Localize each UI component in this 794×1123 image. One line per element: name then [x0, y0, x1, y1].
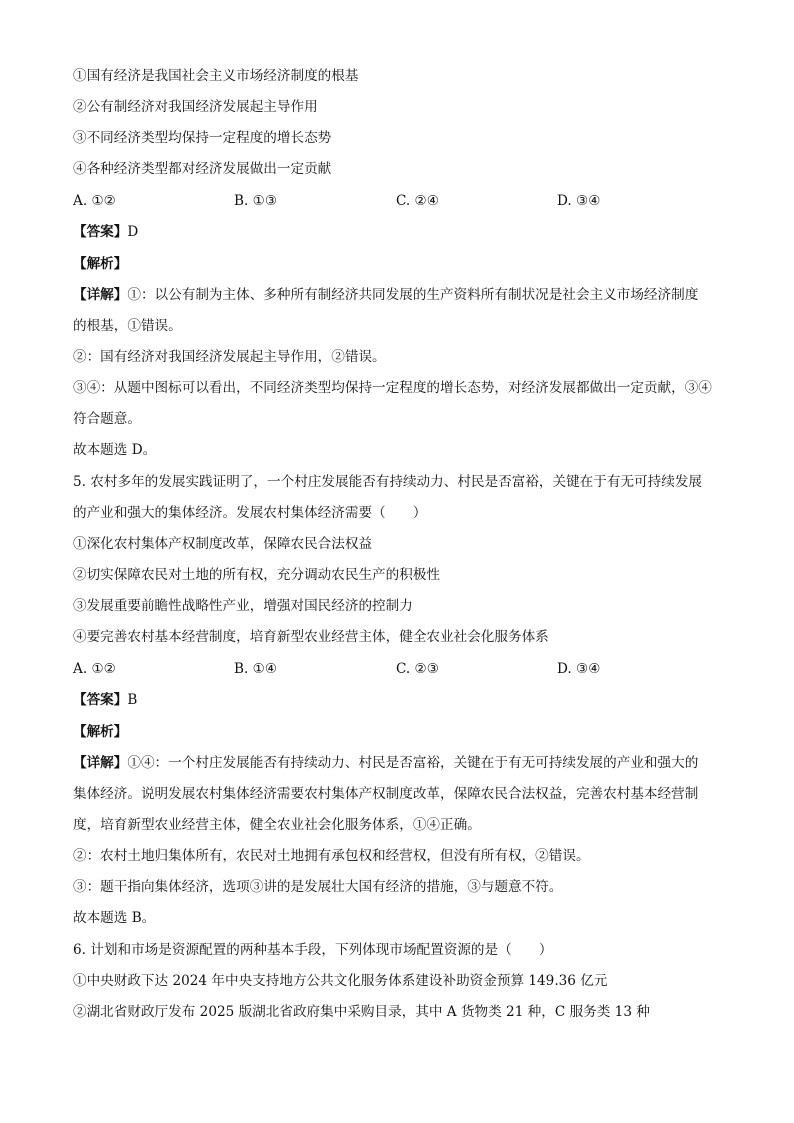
q5-stem-a: 5. 农村多年的发展实践证明了，一个村庄发展能否有持续动力、村民是否富裕，关键在于有无可持续发展: [73, 474, 703, 490]
q6-statement-1: ①中央财政下达 2024 年中央支持地方公共文化服务体系建设补助资金预算 149.36 亿元: [73, 973, 608, 989]
q5-answer: [73, 691, 137, 709]
q4-analysis-tag: 【解析】: [73, 256, 128, 272]
detail-tag: 【详解】: [73, 755, 128, 771]
q5-statement-3: ③发展重要前瞻性战略性产业，增强对国民经济的控制力: [73, 598, 413, 614]
q5-option-c: C. ②③: [396, 661, 439, 677]
q5-detail-2: ②：农村土地归集体所有，农民对土地拥有承包权和经营权，但没有所有权，②错误。: [73, 848, 590, 864]
answer-value: B: [127, 692, 138, 708]
q4-detail-1a: [73, 286, 698, 304]
q4-statement-1: ①国有经济是我国社会主义市场经济制度的根基: [73, 68, 359, 84]
q4-statement-2: ②公有制经济对我国经济发展起主导作用: [73, 99, 318, 115]
q4-detail-3a: ③④：从题中图标可以看出，不同经济类型均保持一定程度的增长态势，对经济发展都做出一定贡献，③④: [73, 380, 712, 396]
detail-text: ①④：一个村庄发展能否有持续动力、村民是否富裕，关键在于有无可持续发展的产业和强大的: [127, 755, 699, 771]
q4-detail-2: ②：国有经济对我国经济发展起主导作用，②错误。: [73, 349, 386, 365]
q4-answer: [73, 223, 138, 241]
answer-value: D: [127, 224, 139, 240]
q5-detail-1c: 度，培育新型农业经营主体，健全农业社会化服务体系，①④正确。: [73, 817, 481, 833]
answer-tag: 【答案】: [73, 692, 128, 708]
q6-statement-2: ②湖北省财政厅发布 2025 版湖北省政府集中采购目录，其中 A 货物类 21 种，C 服务类 13 种: [73, 1004, 650, 1020]
q5-option-a: A. ①②: [73, 661, 116, 677]
q5-detail-1a: [73, 754, 698, 772]
q4-detail-1b: 的根基，①错误。: [73, 318, 182, 334]
q4-option-c: C. ②④: [396, 193, 439, 209]
q5-option-d: D. ③④: [557, 661, 601, 677]
q5-detail-3: ③：题干指向集体经济，选项③讲的是发展壮大国有经济的措施，③与题意不符。: [73, 879, 563, 895]
q5-option-b: B. ①④: [234, 661, 278, 677]
q5-stem-b: 的产业和强大的集体经济。发展农村集体经济需要（ ）: [73, 505, 427, 521]
q5-statement-4: ④要完善农村基本经营制度，培育新型农业经营主体，健全农业社会化服务体系: [73, 629, 549, 645]
q4-conclusion: 故本题选 D。: [73, 442, 157, 458]
q4-option-b: B. ①③: [234, 193, 278, 209]
detail-tag: 【详解】: [73, 287, 128, 303]
q6-stem: 6. 计划和市场是资源配置的两种基本手段，下列体现市场配置资源的是（ ）: [73, 942, 553, 958]
q5-statement-2: ②切实保障农民对土地的所有权，充分调动农民生产的积极性: [73, 567, 441, 583]
q5-detail-1b: 集体经济。说明发展农村集体经济需要农村集体产权制度改革，保障农民合法权益，完善农村基本经营制: [73, 786, 699, 802]
q4-statement-4: ④各种经济类型都对经济发展做出一定贡献: [73, 161, 332, 177]
answer-tag: 【答案】: [73, 224, 128, 240]
detail-text: ①：以公有制为主体、多种所有制经济共同发展的生产资料所有制状况是社会主义市场经济制度: [127, 287, 699, 303]
q5-analysis-tag: 【解析】: [73, 724, 128, 740]
q5-conclusion: 故本题选 B。: [73, 910, 156, 926]
q4-option-a: A. ①②: [73, 193, 116, 209]
q4-statement-3: ③不同经济类型均保持一定程度的增长态势: [73, 130, 332, 146]
q4-detail-3b: 符合题意。: [73, 411, 141, 427]
q5-statement-1: ①深化农村集体产权制度改革，保障农民合法权益: [73, 536, 373, 552]
q4-option-d: D. ③④: [557, 193, 601, 209]
